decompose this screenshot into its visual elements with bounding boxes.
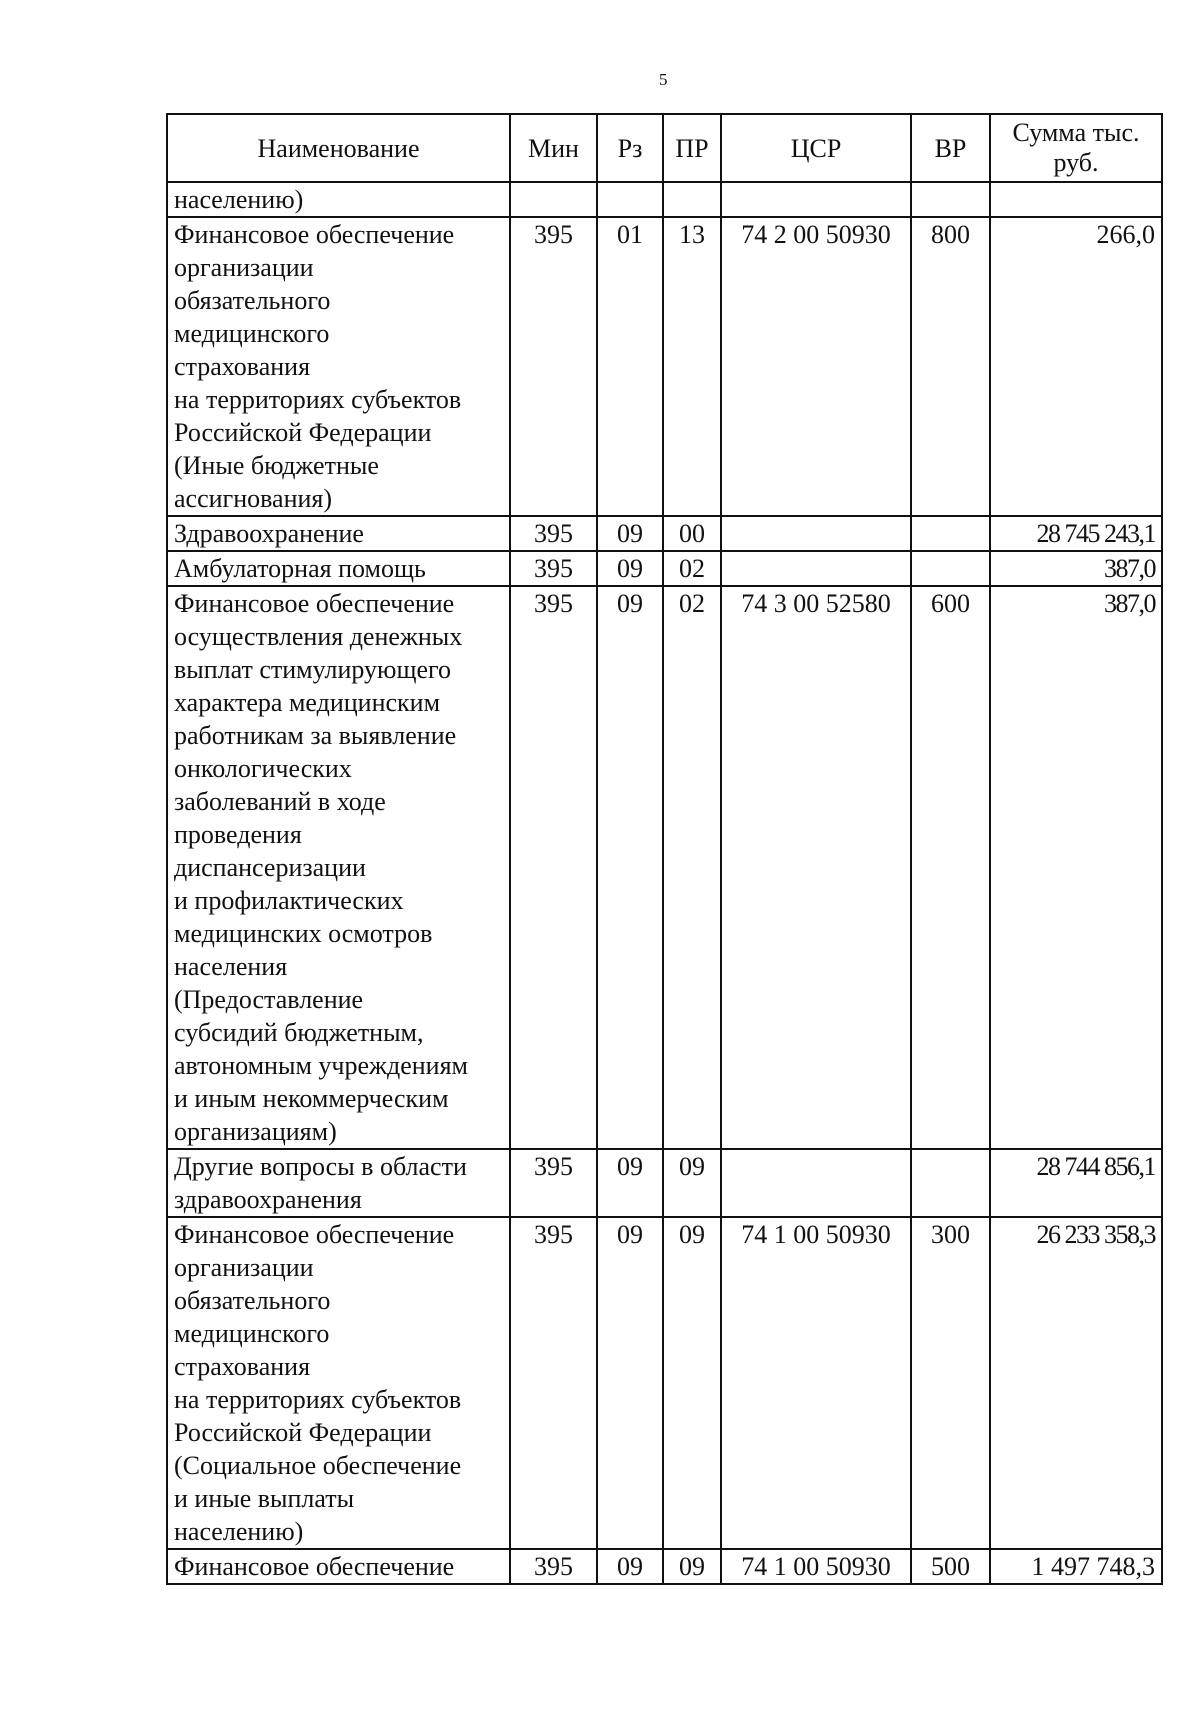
header-rz: Рз [597,114,663,182]
table-row [167,1217,1162,1549]
row-name: Финансовое обеспечение [167,1549,510,1584]
row-sum: 28 744 856,1 [990,1149,1162,1217]
row-csr: 74 2 00 50930 [721,217,911,516]
header-name: Наименование [167,114,510,182]
row-csr: 74 1 00 50930 [721,1217,911,1549]
row-csr [721,516,911,551]
row-pr: 13 [663,217,721,516]
row-name: Здравоохранение [167,516,510,551]
row-pr [663,182,721,217]
row-pr: 00 [663,516,721,551]
row-rz: 09 [597,551,663,586]
table-row [167,1149,1162,1217]
row-sum [990,182,1162,217]
row-name: Другие вопросы в области здравоохранения [167,1149,510,1217]
row-vr [911,1149,990,1217]
row-min: 395 [510,551,597,586]
budget-table [166,113,1163,1585]
row-rz: 09 [597,1149,663,1217]
table-row [167,551,1162,586]
table-row [167,1549,1162,1584]
row-min: 395 [510,1217,597,1549]
row-min [510,182,597,217]
row-csr [721,182,911,217]
row-vr [911,551,990,586]
header-vr: ВР [911,114,990,182]
row-min: 395 [510,1149,597,1217]
row-rz: 01 [597,217,663,516]
header-csr: ЦСР [721,114,911,182]
table-header-row [167,114,1162,182]
row-sum: 26 233 358,3 [990,1217,1162,1549]
row-csr: 74 3 00 52580 [721,586,911,1149]
table-row [167,516,1162,551]
row-rz: 09 [597,516,663,551]
row-vr: 600 [911,586,990,1149]
row-rz [597,182,663,217]
row-min: 395 [510,516,597,551]
row-pr: 09 [663,1149,721,1217]
row-vr: 800 [911,217,990,516]
row-csr: 74 1 00 50930 [721,1549,911,1584]
row-csr [721,551,911,586]
row-rz: 09 [597,586,663,1149]
row-min: 395 [510,586,597,1149]
row-sum: 387,0 [990,551,1162,586]
row-sum: 28 745 243,1 [990,516,1162,551]
row-pr: 09 [663,1217,721,1549]
header-pr: ПР [663,114,721,182]
row-name: Амбулаторная помощь [167,551,510,586]
row-csr [721,1149,911,1217]
row-rz: 09 [597,1217,663,1549]
row-vr [911,516,990,551]
row-vr [911,182,990,217]
row-name: населению) [167,182,510,217]
row-sum: 266,0 [990,217,1162,516]
row-sum: 387,0 [990,586,1162,1149]
page-number: 5 [659,70,668,89]
row-vr: 300 [911,1217,990,1549]
row-name: Финансовое обеспечение осуществления денежных выплат стимулирующего характера медицинским работникам за выявление онкологических заболеваний в ходе проведения диспансеризации и профилактических медицинских осмотров населения (Предоставление субсидий бюджетным, автономным учреждениям и иным некоммерческим организациям) [167,586,510,1149]
row-pr: 02 [663,586,721,1149]
row-min: 395 [510,1549,597,1584]
row-min: 395 [510,217,597,516]
row-name: Финансовое обеспечение организации обязательного медицинского страхования на территориях субъектов Российской Федерации (Социальное обеспечение и иные выплаты населению) [167,1217,510,1549]
row-name: Финансовое обеспечение организации обязательного медицинского страхования на территориях субъектов Российской Федерации (Иные бюджетные ассигнования) [167,217,510,516]
row-sum: 1 497 748,3 [990,1549,1162,1584]
row-vr: 500 [911,1549,990,1584]
row-pr: 02 [663,551,721,586]
header-min: Мин [510,114,597,182]
table-row [167,586,1162,1149]
row-pr: 09 [663,1549,721,1584]
table-row [167,217,1162,516]
header-sum: Сумма тыс. руб. [990,114,1162,182]
row-rz: 09 [597,1549,663,1584]
table-row [167,182,1162,217]
